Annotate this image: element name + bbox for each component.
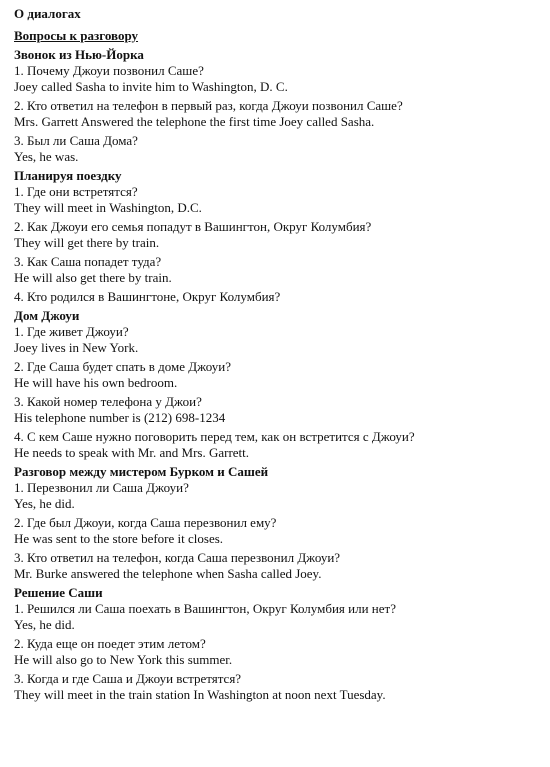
question: 3. Был ли Саша Дома? [14,133,138,148]
section-sasha-decision [14,585,536,703]
document-subtitle: Вопросы к разговору [14,28,139,43]
qa-item [14,394,536,426]
qa-item [14,219,536,251]
section-heading: Решение Саши [14,585,103,600]
section-heading: Планируя поездку [14,168,122,183]
answer: Yes, he did. [14,617,75,632]
answer: He will also go to New York this summer. [14,652,233,667]
question: 1. Где живет Джоуи? [14,324,129,339]
question: 1. Решился ли Саша поехать в Вашингтон, Округ Колумбия или нет? [14,601,396,616]
question: 2. Где был Джоуи, когда Саша перезвонил ему? [14,515,277,530]
answer: They will meet in Washington, D.C. [14,200,202,215]
question: 1. Перезвонил ли Саша Джоуи? [14,480,189,495]
answer: His telephone number is (212) 698-1234 [14,410,226,425]
section-heading: Разговор между мистером Бурком и Сашей [14,464,269,479]
question: 2. Кто ответил на телефон в первый раз, когда Джоуи позвонил Саше? [14,98,403,113]
answer: He needs to speak with Mr. and Mrs. Garrett. [14,445,250,460]
section-burke-sasha-conversation [14,464,536,582]
section-heading: Звонок из Нью-Йорка [14,47,144,62]
qa-item [14,671,536,703]
qa-item [14,429,536,461]
answer: Yes, he did. [14,496,75,511]
section-planning-trip [14,168,536,305]
answer: Joey lives in New York. [14,340,139,355]
qa-item [14,98,536,130]
question: 3. Как Саша попадет туда? [14,254,162,269]
qa-item [14,601,536,633]
question: 3. Какой номер телефона у Джои? [14,394,202,409]
qa-item [14,550,536,582]
answer: Mr. Burke answered the telephone when Sasha called Joey. [14,566,322,581]
qa-item [14,133,536,165]
qa-item [14,480,536,512]
section-joey-house [14,308,536,461]
answer: They will meet in the train station In Washington at noon next Tuesday. [14,687,386,702]
question: 2. Куда еще он поедет этим летом? [14,636,206,651]
answer: He will also get there by train. [14,270,172,285]
qa-item [14,254,536,286]
qa-item [14,63,536,95]
qa-item [14,324,536,356]
document-title: О диалогах [14,6,81,21]
question: 1. Почему Джоуи позвонил Саше? [14,63,204,78]
answer: They will get there by train. [14,235,160,250]
qa-item [14,289,536,305]
answer: Yes, he was. [14,149,79,164]
qa-item [14,359,536,391]
question: 3. Кто ответил на телефон, когда Саша перезвонил Джоуи? [14,550,341,565]
question: 2. Где Саша будет спать в доме Джоуи? [14,359,232,374]
answer: He was sent to the store before it closes. [14,531,224,546]
question: 2. Как Джоуи его семья попадут в Вашингтон, Округ Колумбия? [14,219,372,234]
qa-item [14,515,536,547]
section-new-york-call [14,47,536,165]
question: 4. Кто родился в Вашингтоне, Округ Колумбия? [14,289,281,304]
qa-item [14,184,536,216]
answer: Mrs. Garrett Answered the telephone the first time Joey called Sasha. [14,114,375,129]
question: 3. Когда и где Саша и Джоуи встретятся? [14,671,242,686]
section-heading: Дом Джоуи [14,308,80,323]
answer: He will have his own bedroom. [14,375,178,390]
question: 4. С кем Саше нужно поговорить перед тем, как он встретится с Джоуи? [14,429,415,444]
answer: Joey called Sasha to invite him to Washington, D. C. [14,79,288,94]
question: 1. Где они встретятся? [14,184,138,199]
qa-item [14,636,536,668]
